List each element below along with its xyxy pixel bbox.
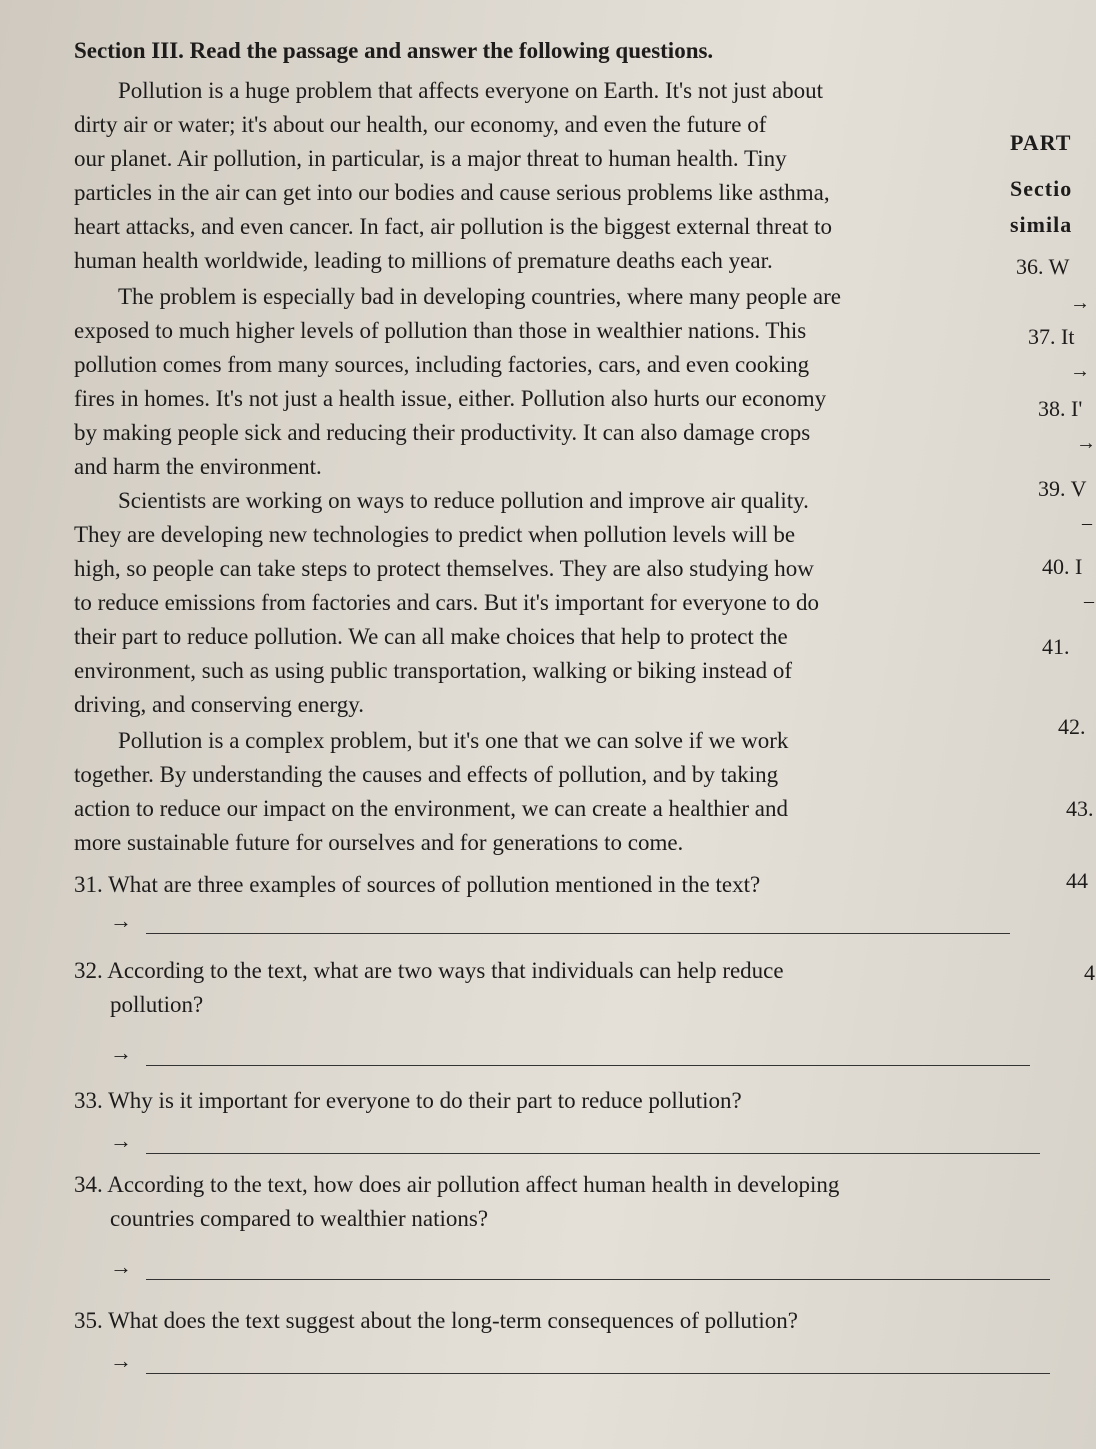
- question-number: 33.: [74, 1088, 103, 1113]
- passage-line: Scientists are working on ways to reduce pollution and improve air quality.: [118, 488, 809, 513]
- passage-paragraph-1: [74, 74, 1024, 278]
- question-number: 34.: [74, 1172, 103, 1197]
- side-item-41: 41.: [1042, 634, 1070, 659]
- passage-line: high, so people can take steps to protect themselves. They are also studying how: [74, 556, 814, 581]
- part-label: PART: [1010, 130, 1072, 155]
- answer-rule[interactable]: [146, 1139, 1040, 1154]
- passage-line: Pollution is a complex problem, but it's one that we can solve if we work: [118, 728, 789, 753]
- passage-line: exposed to much higher levels of pollution than those in wealthier nations. This: [74, 318, 807, 343]
- passage-line: They are developing new technologies to predict when pollution levels will be: [74, 522, 796, 547]
- passage-line: driving, and conserving energy.: [74, 692, 364, 717]
- passage-line: particles in the air can get into our bodies and cause serious problems like asthma,: [74, 180, 830, 205]
- side-item-44: 44: [1066, 868, 1088, 893]
- question-text-continued: countries compared to wealthier nations?: [110, 1206, 489, 1231]
- side-item-39: 39. V: [1038, 476, 1087, 501]
- question-text: What are three examples of sources of pollution mentioned in the text?: [108, 872, 761, 897]
- question-number: 35.: [74, 1308, 103, 1333]
- answer-rule[interactable]: [146, 919, 1010, 934]
- dash-icon: –: [1082, 512, 1092, 534]
- arrow-icon: →: [1070, 292, 1090, 314]
- arrow-icon: →: [110, 1348, 132, 1373]
- answer-line-35[interactable]: [110, 1344, 1050, 1374]
- passage-line: our planet. Air pollution, in particular, is a major threat to human health. Tiny: [74, 146, 787, 171]
- question-number: 32.: [74, 958, 103, 983]
- question-text-continued: pollution?: [110, 992, 204, 1017]
- dash-icon: –: [1084, 590, 1094, 612]
- arrow-icon: →: [1076, 432, 1096, 454]
- question-33: [74, 1084, 742, 1118]
- side-item-38: 38. I': [1038, 396, 1083, 421]
- side-item-40: 40. I: [1042, 554, 1083, 579]
- arrow-icon: →: [110, 1128, 132, 1153]
- question-number: 31.: [74, 872, 103, 897]
- question-text: Why is it important for everyone to do their part to reduce pollution?: [108, 1088, 742, 1113]
- passage-line: pollution comes from many sources, including factories, cars, and even cooking: [74, 352, 810, 377]
- passage-line: together. By understanding the causes and effects of pollution, and by taking: [74, 762, 779, 787]
- answer-line-31[interactable]: [110, 904, 1010, 934]
- passage-line: environment, such as using public transportation, walking or biking instead of: [74, 658, 792, 683]
- side-item-45: 4: [1084, 960, 1095, 985]
- answer-rule[interactable]: [146, 1359, 1050, 1374]
- question-text: According to the text, how does air pollution affect human health in developing: [107, 1172, 840, 1197]
- question-31: [74, 868, 760, 902]
- answer-line-32[interactable]: [110, 1036, 1030, 1066]
- passage-line: Pollution is a huge problem that affects everyone on Earth. It's not just about: [118, 78, 824, 103]
- passage-paragraph-3: [74, 484, 1024, 722]
- question-35: [74, 1304, 798, 1338]
- arrow-icon: →: [110, 908, 132, 933]
- answer-rule[interactable]: [146, 1265, 1050, 1280]
- passage-line: fires in homes. It's not just a health issue, either. Pollution also hurts our economy: [74, 386, 827, 411]
- passage-line: human health worldwide, leading to millions of premature deaths each year.: [74, 248, 773, 273]
- section-title: Section III. Read the passage and answer the following questions.: [74, 38, 714, 63]
- passage-line: The problem is especially bad in developing countries, where many people are: [118, 284, 841, 309]
- passage-line: by making people sick and reducing their productivity. It can also damage crops: [74, 420, 811, 445]
- answer-line-34[interactable]: [110, 1250, 1050, 1280]
- simila-label: simila: [1010, 212, 1073, 237]
- passage-line: and harm the environment.: [74, 454, 322, 479]
- question-34: [74, 1168, 839, 1236]
- side-item-43: 43.: [1066, 796, 1094, 821]
- passage-line: to reduce emissions from factories and cars. But it's important for everyone to do: [74, 590, 820, 615]
- passage-line: more sustainable future for ourselves and for generations to come.: [74, 830, 684, 855]
- section-label: Sectio: [1010, 176, 1073, 201]
- answer-rule[interactable]: [146, 1051, 1030, 1066]
- question-32: [74, 954, 784, 1022]
- side-item-42: 42.: [1058, 714, 1086, 739]
- passage-line: their part to reduce pollution. We can all make choices that help to protect the: [74, 624, 788, 649]
- question-text: According to the text, what are two ways that individuals can help reduce: [107, 958, 784, 983]
- arrow-icon: →: [110, 1040, 132, 1065]
- side-item-37: 37. It: [1028, 324, 1075, 349]
- passage-line: heart attacks, and even cancer. In fact, air pollution is the biggest external threat to: [74, 214, 833, 239]
- arrow-icon: →: [110, 1254, 132, 1279]
- question-text: What does the text suggest about the long-term consequences of pollution?: [108, 1308, 798, 1333]
- arrow-icon: →: [1070, 360, 1090, 382]
- passage-paragraph-2: [74, 280, 1024, 484]
- answer-line-33[interactable]: [110, 1124, 1040, 1154]
- passage-paragraph-4: [74, 724, 1024, 860]
- passage-line: action to reduce our impact on the environment, we can create a healthier and: [74, 796, 788, 821]
- passage-line: dirty air or water; it's about our health, our economy, and even the future of: [74, 112, 767, 137]
- side-item-36: 36. W: [1016, 254, 1070, 279]
